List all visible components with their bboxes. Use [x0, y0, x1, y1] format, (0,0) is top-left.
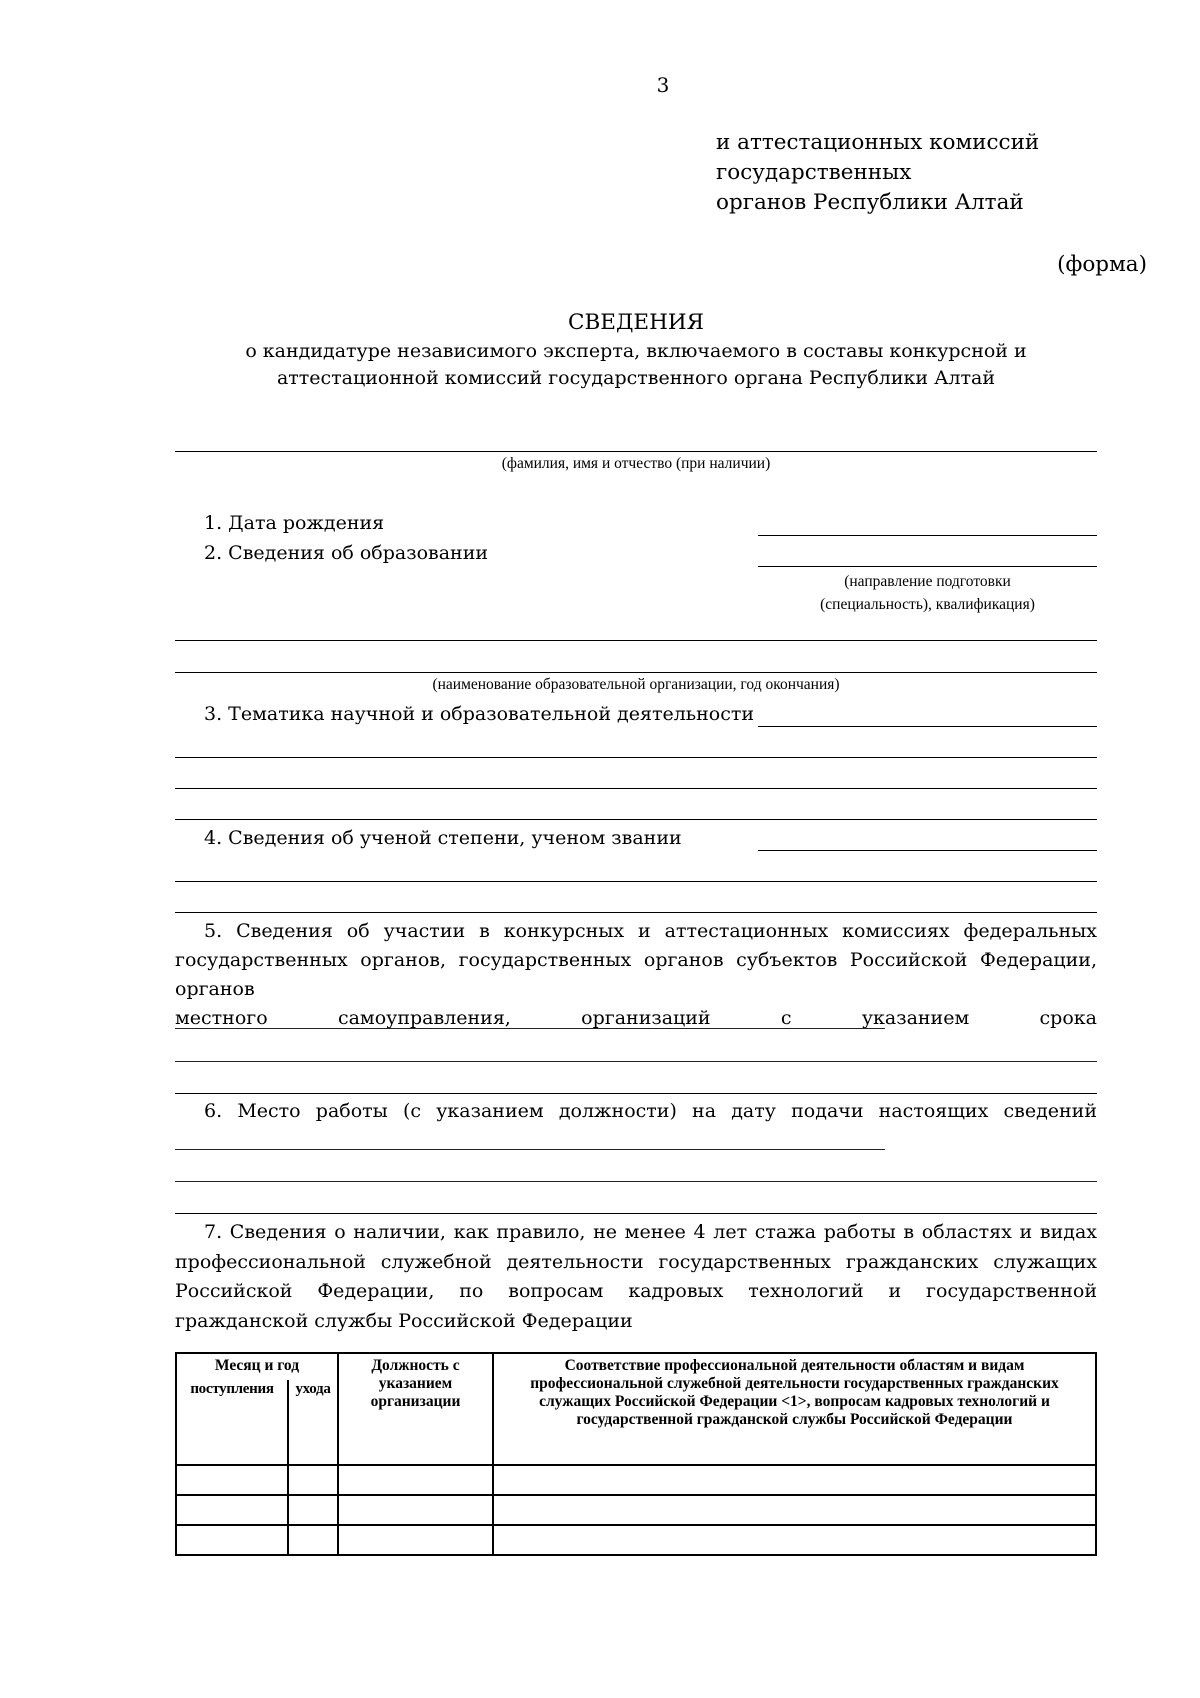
addressee-line: органов Республики Алтай	[716, 190, 1024, 215]
table-row	[176, 1495, 1096, 1525]
page-number: 3	[656, 73, 670, 97]
table-cell[interactable]	[288, 1495, 338, 1525]
table-cell[interactable]	[493, 1495, 1096, 1525]
header-month-year: Месяц и год	[176, 1353, 338, 1380]
header-position	[338, 1353, 493, 1465]
table-row	[176, 1525, 1096, 1555]
speciality-caption	[758, 570, 1097, 616]
commissions-line[interactable]	[175, 1061, 1097, 1062]
addressee-block	[716, 128, 1039, 218]
header-conformity-text: Соответствие профессиональной деятельности областям и видам профессиональной служебной деятельности государственных гражданских служащих Российской Федерации <1>, вопросам кадровых технологий и государственной гражданской службы Российской Федерации	[530, 1357, 1059, 1428]
item-experience: 7. Сведения о наличии, как правило, не менее 4 лет стажа работы в областях и видах профессиональной служебной деятельности государственных гражданских служащих Российской Федерации, по вопросам кадровых технологий и государственной гражданской службы Российской Федерации	[175, 1221, 1097, 1332]
research-line[interactable]	[175, 819, 1097, 820]
table-cell[interactable]	[176, 1495, 288, 1525]
addressee-line: государственных	[716, 160, 912, 185]
fio-caption: (фамилия, имя и отчество (при наличии)	[501, 455, 771, 472]
item-commissions-line: 5. Сведения об участии в конкурсных и аттестационных комиссиях федеральных	[204, 920, 1097, 942]
degree-line[interactable]	[175, 881, 1097, 882]
commissions-field-line[interactable]	[175, 1028, 885, 1029]
research-line[interactable]	[175, 757, 1097, 758]
table-cell[interactable]	[288, 1465, 338, 1495]
table-cell[interactable]	[288, 1525, 338, 1555]
table-cell[interactable]	[176, 1525, 288, 1555]
degree-field-line[interactable]	[758, 850, 1097, 851]
table-cell[interactable]	[338, 1465, 493, 1495]
item-commissions-line: государственных органов, государственных органов субъектов Российской Федерации, органов	[175, 949, 1097, 1000]
table-cell[interactable]	[338, 1525, 493, 1555]
caption-line: (направление подготовки	[844, 573, 1011, 590]
table-row	[176, 1465, 1096, 1495]
item-commissions-line: местного самоуправления, организаций с указанием срока	[175, 1007, 1097, 1029]
addressee-line: и аттестационных комиссий	[716, 130, 1040, 155]
item-workplace: 6. Место работы (с указанием должности) на дату подачи настоящих сведений	[204, 1100, 1097, 1122]
education-line[interactable]	[175, 640, 1097, 641]
document-title	[175, 308, 1097, 392]
title-heading: СВЕДЕНИЯ	[568, 310, 704, 335]
item-education: 2. Сведения об образовании	[204, 542, 489, 564]
table-cell[interactable]	[493, 1525, 1096, 1555]
header-conformity	[493, 1353, 1096, 1465]
title-line: аттестационной комиссий государственного органа Республики Алтай	[276, 367, 996, 389]
item-commissions	[175, 917, 1097, 1033]
research-field-line[interactable]	[758, 726, 1097, 727]
form-label: (форма)	[1057, 252, 1147, 277]
header-position-text: Должность с указанием организации	[370, 1357, 461, 1410]
header-leave: ухода	[288, 1380, 338, 1465]
caption-line: (специальность), квалификация)	[820, 596, 1035, 613]
header-entry: поступления	[176, 1380, 288, 1465]
workplace-line[interactable]	[175, 1181, 1097, 1182]
table-cell[interactable]	[338, 1495, 493, 1525]
title-line: о кандидатуре независимого эксперта, включаемого в составы конкурсной и	[245, 340, 1027, 362]
commissions-line[interactable]	[175, 1093, 1097, 1094]
workplace-field-line[interactable]	[175, 1149, 885, 1150]
workplace-line[interactable]	[175, 1213, 1097, 1214]
edu-org-caption: (наименование образовательной организации, год окончания)	[432, 676, 840, 693]
table-cell[interactable]	[493, 1465, 1096, 1495]
research-line[interactable]	[175, 788, 1097, 789]
item-degree: 4. Сведения об ученой степени, ученом звании	[204, 827, 682, 849]
education-line[interactable]	[175, 672, 1097, 673]
item-research-topics: 3. Тематика научной и образовательной деятельности	[204, 703, 755, 725]
birth-date-field-line[interactable]	[758, 535, 1097, 536]
table-cell[interactable]	[176, 1465, 288, 1495]
item-birth-date: 1. Дата рождения	[204, 512, 385, 534]
experience-table	[175, 1352, 1097, 1556]
degree-line[interactable]	[175, 912, 1097, 913]
education-field-line[interactable]	[758, 566, 1097, 567]
fio-field-line[interactable]	[175, 451, 1097, 452]
